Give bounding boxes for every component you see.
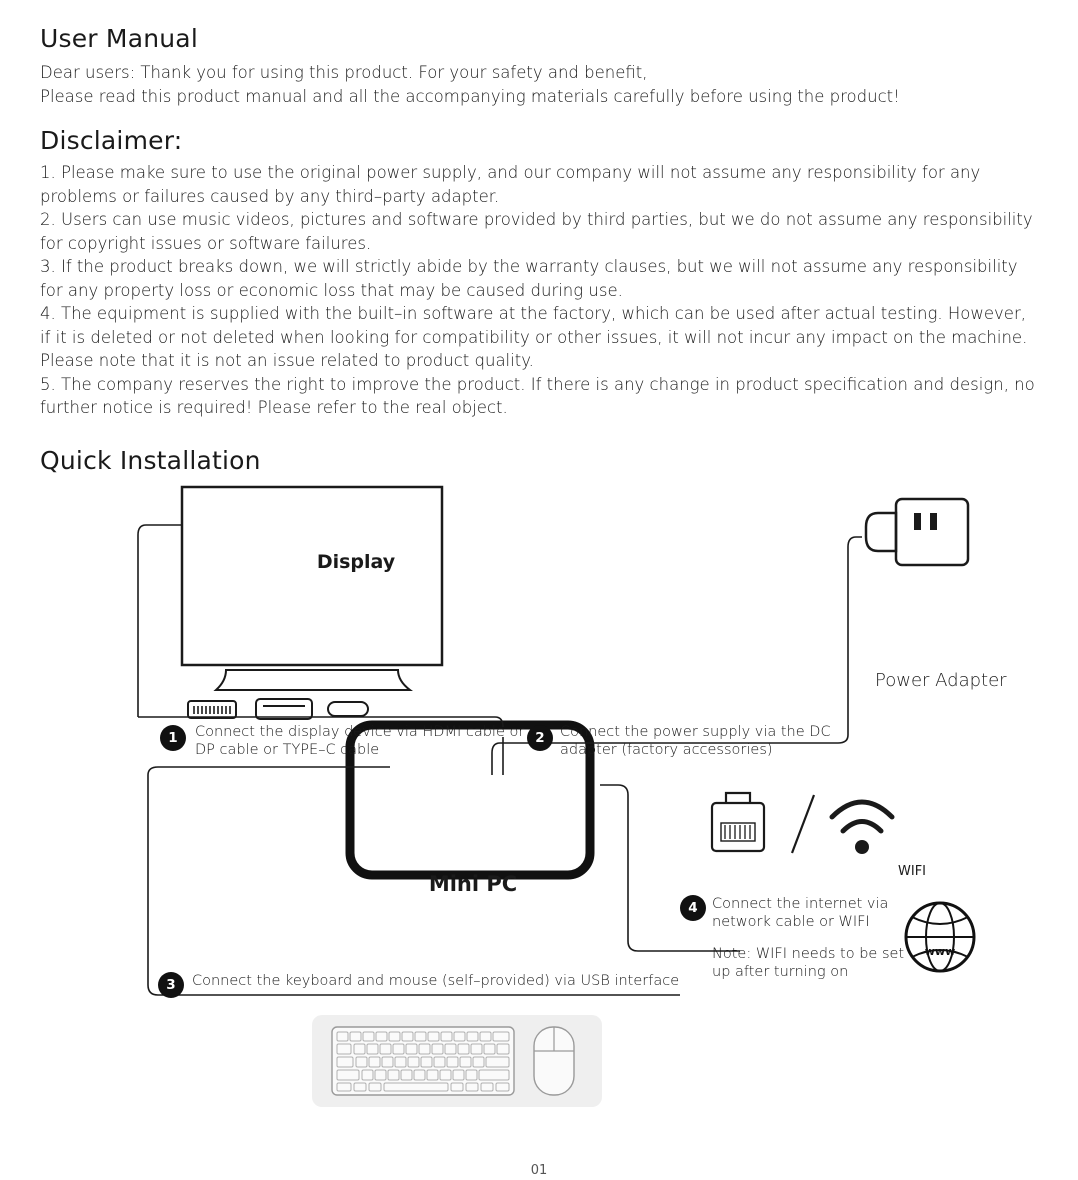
wifi-setup-note: Note: WIFI needs to be set up after turning on bbox=[712, 945, 905, 980]
wifi-icon bbox=[832, 802, 892, 831]
svg-text:www: www bbox=[924, 944, 956, 958]
disclaimer-clauses bbox=[40, 161, 1038, 420]
monitor-stand-icon bbox=[216, 670, 410, 690]
wifi-label: WIFI bbox=[898, 863, 926, 879]
intro-line-2: Please read this product manual and all the accompanying materials carefully before using the product! bbox=[40, 86, 900, 106]
disclaimer-clause: 2. Users can use music videos, pictures and software provided by third parties, but we do not assume any responsibility for copyright issues or software failures. bbox=[40, 210, 1033, 253]
step-text-1: Connect the display device via HDMI cable or DP cable or TYPE–C cable bbox=[195, 723, 525, 758]
power-adapter-icon bbox=[896, 499, 968, 565]
installation-diagram bbox=[40, 485, 1040, 1125]
disclaimer-heading: Disclaimer: bbox=[40, 126, 183, 155]
disclaimer-clause: 4. The equipment is supplied with the built–in software at the factory, which can be used after actual testing. However, if it is deleted or not deleted when looking for compatibility or other issues, it will not incur any impact on the machine. Please note that it is not an issue related to product quality. bbox=[40, 304, 1028, 370]
display-label: Display bbox=[316, 550, 396, 573]
step-badge-2: 2 bbox=[527, 725, 553, 751]
disclaimer-clause: 5. The company reserves the right to improve the product. If there is any change in product specification and design, no further notice is required! Please refer to the real object. bbox=[40, 374, 1035, 417]
step-text-2: Connect the power supply via the DC adapter (factory accessories) bbox=[560, 723, 831, 758]
page-number: 01 bbox=[530, 1163, 548, 1178]
intro-line-1: Dear users: Thank you for using this product. For your safety and benefit, bbox=[40, 63, 648, 82]
page-title: User Manual bbox=[40, 24, 198, 53]
keyboard-icon bbox=[332, 1027, 514, 1095]
step-badge-4: 4 bbox=[680, 895, 706, 921]
typec-port-icon bbox=[328, 702, 368, 716]
disclaimer-clause: 1. Please make sure to use the original power supply, and our company will not assume any responsibility for any problems or failures caused by any third–party adapter. bbox=[40, 163, 981, 206]
step-text-3: Connect the keyboard and mouse (self–provided) via USB interface bbox=[192, 972, 680, 989]
power-adapter-label: Power Adapter bbox=[875, 669, 1007, 691]
diagram-graphics bbox=[40, 485, 1040, 1125]
step-badge-1: 1 bbox=[160, 725, 186, 751]
step-badge-3: 3 bbox=[158, 972, 184, 998]
hdmi-port-icon bbox=[188, 701, 236, 718]
dp-port-icon bbox=[256, 699, 312, 719]
mini-pc-label: Mini PC bbox=[428, 871, 518, 896]
separator-slash-icon bbox=[792, 795, 814, 853]
quick-installation-heading: Quick Installation bbox=[40, 445, 261, 475]
ethernet-port-icon bbox=[712, 803, 764, 851]
monitor-screen-icon bbox=[182, 487, 442, 665]
power-plug-icon bbox=[866, 513, 896, 551]
step-text-4: Connect the internet via network cable or WIFI bbox=[712, 895, 889, 930]
disclaimer-clause: 3. If the product breaks down, we will strictly abide by the warranty clauses, but we will not assume any responsibility for any property loss or economic loss that may be caused during use. bbox=[40, 257, 1018, 300]
